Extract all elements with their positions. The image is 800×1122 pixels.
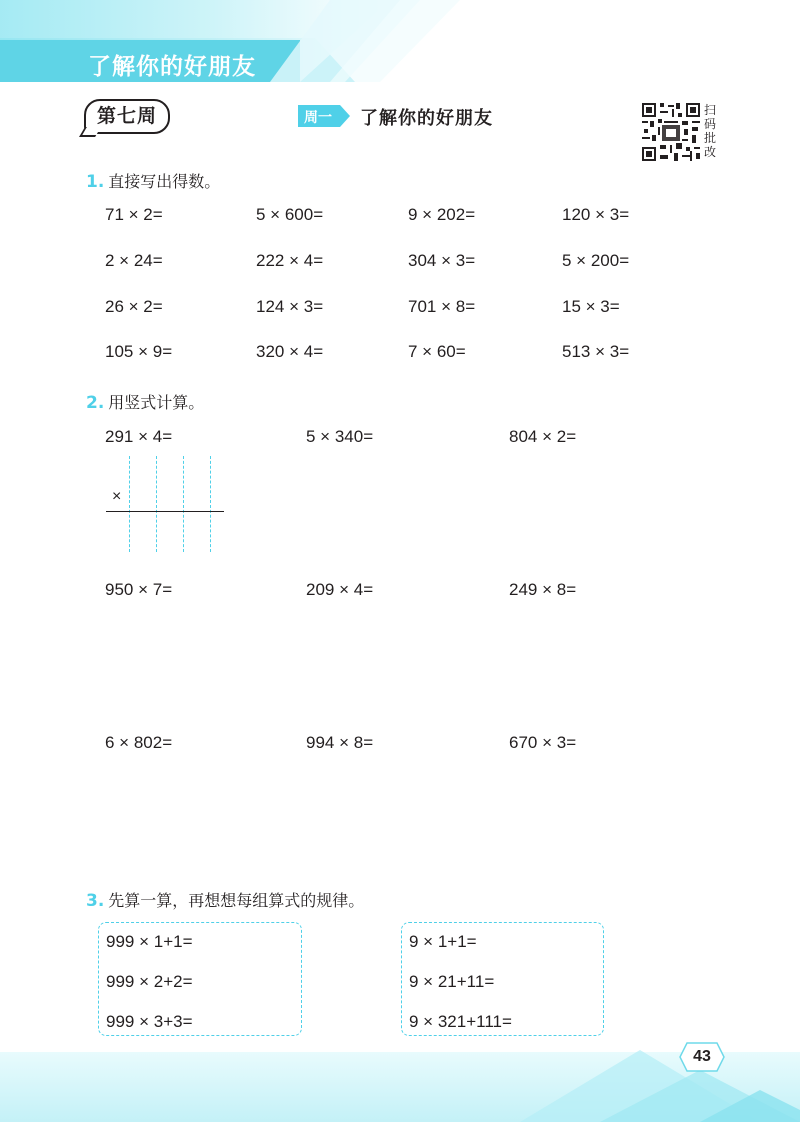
- oral-item: 105 × 9=: [105, 342, 173, 361]
- section3-number: 3.: [86, 891, 105, 911]
- qr-code-icon[interactable]: [642, 103, 700, 161]
- header-title: 了解你的好朋友: [88, 54, 256, 80]
- result-line: [106, 511, 224, 512]
- oral-item: 5 × 600=: [256, 205, 324, 224]
- pattern-item: 9 × 21+11=: [409, 972, 495, 991]
- oral-item: 304 × 3=: [408, 251, 476, 270]
- section1-number: 1.: [86, 172, 105, 192]
- vertical-calc-item: 670 × 3=: [509, 733, 577, 752]
- section2-title: 用竖式计算。: [108, 393, 205, 412]
- section1-heading: [86, 169, 220, 192]
- oral-item: 2 × 24=: [105, 251, 163, 270]
- week-badge: 第七周: [84, 99, 170, 134]
- vertical-calc-item: 804 × 2=: [509, 427, 577, 446]
- vertical-calc-item: 950 × 7=: [105, 580, 173, 599]
- grid-dashed-line: [210, 456, 211, 552]
- oral-item: 120 × 3=: [562, 205, 630, 224]
- vertical-calc-item: 6 × 802=: [105, 733, 173, 752]
- page-number: 43: [693, 1048, 711, 1065]
- oral-item: 71 × 2=: [105, 205, 163, 224]
- pattern-item: 999 × 3+3=: [106, 1012, 193, 1031]
- vertical-calc-item: 994 × 8=: [306, 733, 374, 752]
- multiply-sign: ×: [112, 488, 122, 505]
- vertical-calc-item: 291 × 4=: [105, 427, 173, 446]
- header-band: [0, 0, 800, 82]
- vertical-calc-item: 5 × 340=: [306, 427, 374, 446]
- day-topic: 了解你的好朋友: [360, 108, 493, 129]
- vertical-calc-item: 209 × 4=: [306, 580, 374, 599]
- oral-item: 222 × 4=: [256, 251, 324, 270]
- oral-item: 124 × 3=: [256, 297, 324, 316]
- pattern-item: 999 × 2+2=: [106, 972, 193, 991]
- oral-item: 5 × 200=: [562, 251, 630, 270]
- oral-item: 26 × 2=: [105, 297, 163, 316]
- oral-item: 7 × 60=: [408, 342, 466, 361]
- oral-item: 701 × 8=: [408, 297, 476, 316]
- oral-item: 9 × 202=: [408, 205, 476, 224]
- section2-number: 2.: [86, 393, 105, 413]
- oral-item: 513 × 3=: [562, 342, 630, 361]
- day-tag: [298, 105, 350, 127]
- pattern-item: 9 × 1+1=: [409, 932, 477, 951]
- section3-heading: [86, 888, 364, 911]
- vertical-calc-grid[interactable]: [104, 456, 224, 552]
- section3-title: 先算一算，再想想每组算式的规律。: [108, 891, 365, 910]
- oral-item: 15 × 3=: [562, 297, 620, 316]
- qr-caption: 扫码批改: [704, 103, 717, 159]
- grid-dashed-line: [183, 456, 184, 552]
- grid-dashed-line: [129, 456, 130, 552]
- oral-item: 320 × 4=: [256, 342, 324, 361]
- grid-dashed-line: [156, 456, 157, 552]
- section2-heading: [86, 390, 204, 413]
- pattern-item: 999 × 1+1=: [106, 932, 193, 951]
- section1-title: 直接写出得数。: [108, 172, 221, 191]
- day-tag-label: 周一: [304, 110, 332, 126]
- pattern-item: 9 × 321+111=: [409, 1012, 512, 1031]
- vertical-calc-item: 249 × 8=: [509, 580, 577, 599]
